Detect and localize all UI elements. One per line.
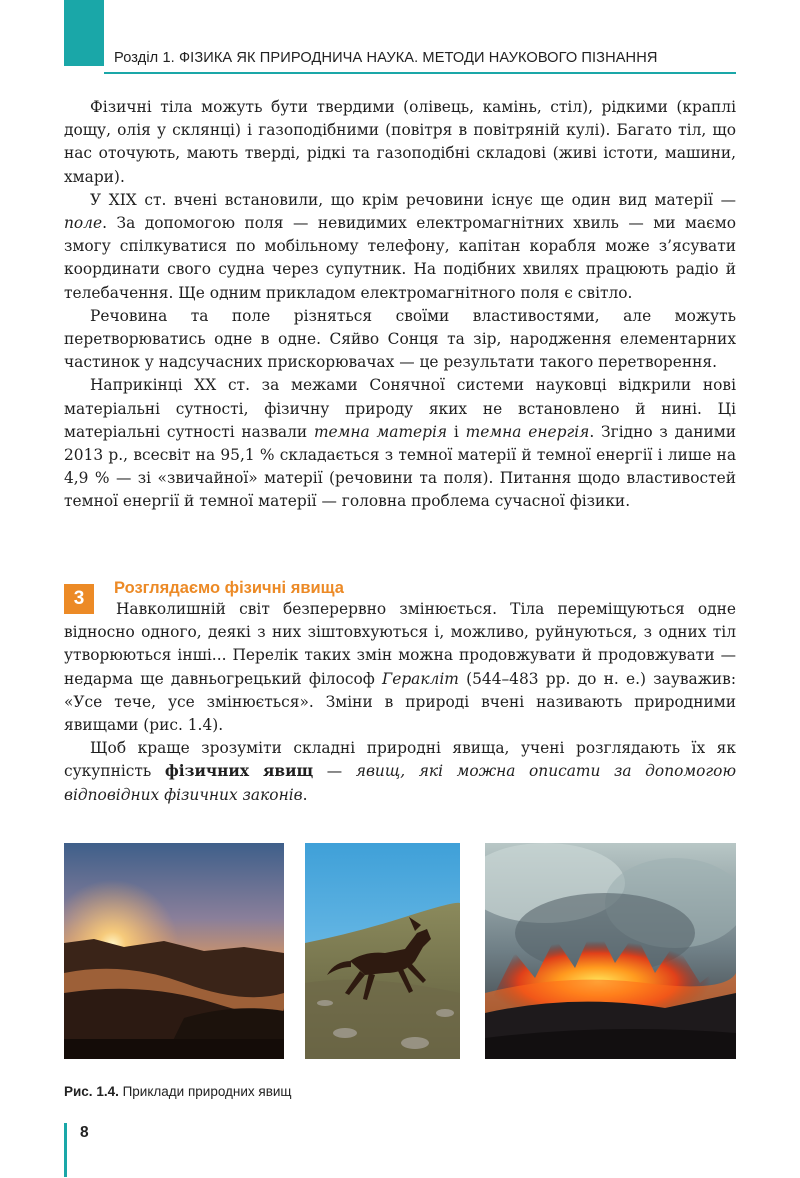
text-run: (544–483 рр. до н. е.) зауважив: «Усе тече, усе змінюється». Зміни в природі вчені називають природними явищами (рис. 1.4). (64, 669, 736, 735)
text-run: . За допомогою поля — невидимих електромагнітних хвиль — ми маємо змогу спілкуватися по мобільному телефону, капітан корабля може з’ясувати координати свого судна через супутник. На подібних хвилях працюють радіо й телебачення. Ще одним прикладом електромагнітного поля є світло. (64, 214, 736, 302)
volcano-image (485, 843, 736, 1059)
page-number: 8 (80, 1124, 89, 1141)
figure-caption (64, 1084, 292, 1099)
term-heraclitus: Геракліт (382, 669, 459, 688)
paragraph-physical-phenomena (64, 737, 736, 807)
section-body (64, 598, 736, 807)
main-text (64, 96, 736, 514)
text-run: Наприкінці XX ст. за межами Сонячної системи науковці відкрили нові матеріальні сутності, фізичну природу яких не встановлено й нині. Ці матеріальні сутності назвали (64, 376, 736, 441)
chapter-header: Розділ 1. ФІЗИКА ЯК ПРИРОДНИЧА НАУКА. МЕТОДИ НАУКОВОГО ПІЗНАННЯ (114, 50, 658, 66)
figure-caption-text: Приклади природних явищ (118, 1084, 292, 1099)
paragraph-dark-matter (64, 374, 736, 513)
section-title: Розглядаємо фізичні явища (114, 579, 344, 597)
paragraph-field (64, 189, 736, 305)
photo-sunset (64, 843, 284, 1059)
text-run: Щоб краще зрозуміти складні природні явища, учені розглядають їх як сукупність (64, 739, 736, 781)
photo-volcano (485, 843, 736, 1059)
text-run: і (447, 422, 466, 441)
figure-label: Рис. 1.4. (64, 1084, 119, 1099)
section-number-badge: 3 (64, 584, 94, 614)
horse-image (305, 843, 460, 1059)
photo-horse (305, 843, 460, 1059)
term-dark-energy: темна енергія (465, 422, 590, 441)
page-number-accent (64, 1123, 67, 1177)
paragraph-natural-phenomena (64, 598, 736, 737)
paragraph-transformation: Речовина та поле різняться своїми властивостями, але можуть перетворюватись одне в одне. Сяйво Сонця та зір, народження елементарних частинок у надсучасних прискорювачах — це результати такого перетворення. (64, 306, 736, 372)
text-run: . (302, 785, 308, 804)
definition-text: явищ, які можна описати за допомогою відповідних фізичних законів (64, 762, 736, 804)
text-run: . Згідно з даними 2013 р., всесвіт на 95,1 % складається з темної матерії й темної енергії і лише на 4,9 % — зі «звичайної» матерії (речовини та поля). Питання щодо властивостей темної енергії й темної матерії — головна проблема сучасної фізики. (64, 422, 737, 511)
header-accent-block (64, 0, 104, 66)
term-dark-matter: темна матерія (313, 422, 448, 441)
text-run: Навколишній світ безперервно змінюється. Тіла переміщуються одне відносно одного, деякі з них зіштовхуються і, можливо, руйнуються, з одних тіл утворюються інші... Перелік таких змін можна продовжувати й продовжувати — недарма ще давньогрецький філософ (64, 600, 736, 688)
header-divider (104, 72, 736, 74)
term-field: поле (64, 214, 103, 233)
text-run: — (313, 762, 356, 781)
paragraph-physical-bodies: Фізичні тіла можуть бути твердими (олівець, камінь, стіл), рідкими (краплі дощу, олія у склянці) і газоподібними (повітря в повітряній кулі). Багато тіл, що нас оточують, мають тверді, рідкі та газоподібні складові (живі істоти, машини, хмари). (64, 98, 736, 186)
text-run: У XIX ст. вчені встановили, що крім речовини існує ще один вид матерії — (90, 190, 736, 209)
term-physical-phenomena: фізичних явищ (164, 762, 314, 781)
sunset-image (64, 843, 284, 1059)
